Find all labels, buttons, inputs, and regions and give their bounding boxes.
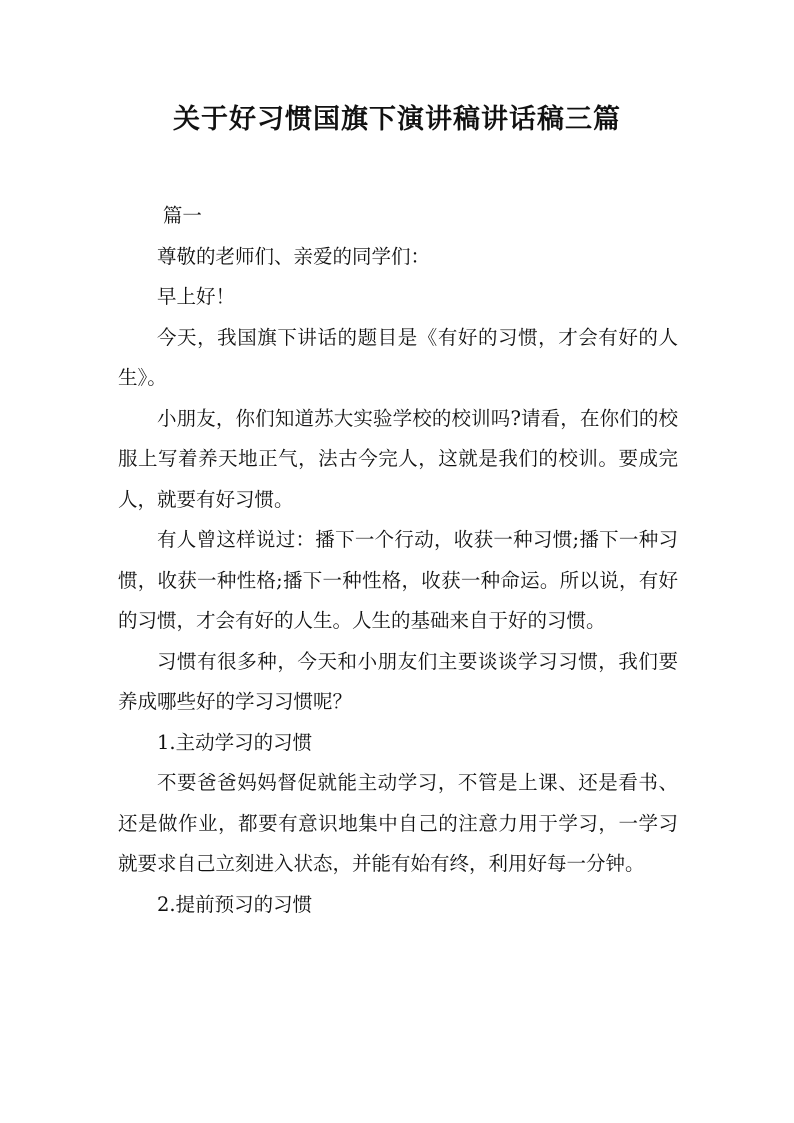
paragraph: 今天，我国旗下讲话的题目是《有好的习惯，才会有好的人生》。 <box>118 325 678 389</box>
document-body <box>118 196 678 925</box>
section-heading: 篇一 <box>162 204 202 227</box>
document-title: 关于好习惯国旗下演讲稿讲话稿三篇 <box>173 104 621 135</box>
paragraph: 习惯有很多种，今天和小朋友们主要谈谈学习习惯，我们要养成哪些好的学习习惯呢？ <box>118 649 678 713</box>
paragraph: 不要爸爸妈妈督促就能主动学习，不管是上课、还是看书、还是做作业，都要有意识地集中自己的注意力用于学习，一学习就要求自己立刻进入状态，并能有始有终，利用好每一分钟。 <box>118 771 678 875</box>
paragraph: 小朋友，你们知道苏大实验学校的校训吗?请看，在你们的校服上写着养天地正气，法古今完人，这就是我们的校训。要成完人，就要有好习惯。 <box>118 406 678 511</box>
salutation: 尊敬的老师们、亲爱的同学们： <box>157 244 431 268</box>
paragraph: 有人曾这样说过：播下一个行动，收获一种习惯;播下一种习惯，收获一种性格;播下一种性格，收获一种命运。所以说，有好的习惯，才会有好的人生。人生的基础来自于好的习惯。 <box>118 528 678 632</box>
greeting: 早上好！ <box>157 285 236 308</box>
list-heading: 2.提前预习的习惯 <box>157 892 313 916</box>
list-heading: 1.主动学习的习惯 <box>157 730 313 754</box>
